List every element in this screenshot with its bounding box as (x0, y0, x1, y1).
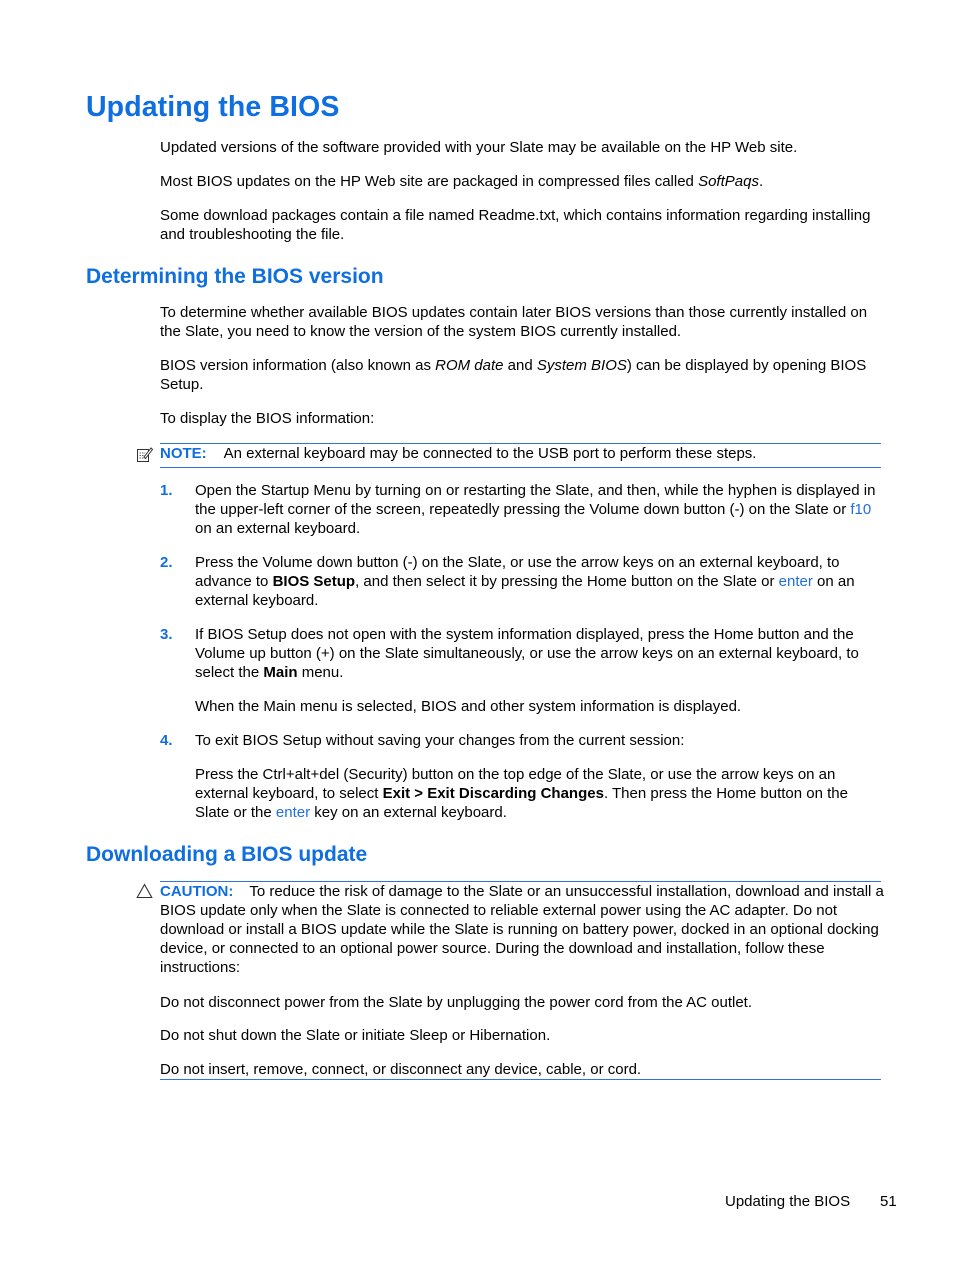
intro-paragraph-2 (160, 172, 885, 191)
section-heading-determining: Determining the BIOS version (86, 265, 384, 288)
intro-paragraph-3: Some download packages contain a file named Readme.txt, which contains information regarding installing and troubleshooting the file. (160, 207, 871, 243)
exit-discarding-term: Exit > Exit Discarding Changes (382, 785, 604, 802)
system-bios-term: System BIOS (536, 357, 627, 374)
intro-paragraph-2-text: Most BIOS updates on the HP Web site are packaged in compressed files called (160, 173, 699, 190)
caution-item-3: Do not insert, remove, connect, or disconnect any device, cable, or cord. (160, 1061, 642, 1078)
section1-paragraph-2 (160, 356, 885, 394)
step-1-text-b: on an external keyboard. (195, 520, 361, 537)
key-enter: enter (778, 573, 813, 590)
section1-paragraph-1: To determine whether available BIOS updates contain later BIOS versions than those currently installed on the Slate, you need to know the version of the system BIOS currently installed. (160, 304, 868, 340)
step-text-4: To exit BIOS Setup without saving your changes from the current session: (195, 732, 685, 749)
note-bottom-rule (160, 467, 881, 468)
key-f10: f10 (850, 501, 872, 518)
rom-date-term: ROM date (435, 357, 504, 374)
caution-text: To reduce the risk of damage to the Slate or an unsuccessful installation, download and install a BIOS update only when the Slate is connected to reliable external power using the AC adapter. Do not download or install a BIOS update while the Slate is running on battery power, docked in an optional docking device, or connected to an optional power source. During the download and installation, follow these instructions: (160, 883, 884, 976)
step-3-text-a: If BIOS Setup does not open with the system information displayed, press the Home button and the Volume up button (+) on the Slate simultaneously, or use the arrow keys on an external keyboard, to select the (195, 626, 859, 681)
main-menu-term: Main (263, 664, 298, 681)
step-number-3: 3. (160, 626, 173, 643)
caution-bottom-rule (160, 1079, 881, 1080)
intro-paragraph-2-end: . (758, 173, 764, 190)
caution-triangle-icon (136, 883, 153, 899)
step-3-followup: When the Main menu is selected, BIOS and other system information is displayed. (195, 698, 742, 715)
note-label: NOTE: (160, 445, 207, 462)
step-number-4: 4. (160, 732, 173, 749)
caution-paragraph (160, 882, 885, 977)
section-heading-downloading: Downloading a BIOS update (86, 843, 368, 866)
note-text: An external keyboard may be connected to the USB port to perform these steps. (223, 445, 757, 462)
step-2-text-c: on an external keyboard. (195, 573, 855, 609)
step-4-followup-b: . Then press the Home button on the Slate or the (195, 785, 848, 821)
caution-label: CAUTION: (160, 883, 234, 900)
step-number-1: 1. (160, 482, 173, 499)
section1-paragraph-2-c: ) can be displayed by opening BIOS Setup. (160, 357, 867, 393)
step-text-1 (195, 481, 885, 538)
note-line (160, 444, 885, 463)
step-1-text-a: Open the Startup Menu by turning on or restarting the Slate, and then, while the hyphen is displayed in the upper-left corner of the screen, repeatedly pressing the Volume down button (-) on the Slate or (195, 482, 876, 518)
note-pencil-icon (136, 446, 153, 463)
step-text-2 (195, 553, 885, 610)
step-4-followup-c: key on an external keyboard. (310, 804, 507, 821)
page-title: Updating the BIOS (86, 91, 340, 123)
page-number: 51 (880, 1193, 897, 1210)
step-4-followup (195, 765, 885, 822)
step-4-followup-a: Press the Ctrl+alt+del (Security) button on the top edge of the Slate, or use the arrow keys on an external keyboard, to select (195, 766, 836, 802)
section1-paragraph-2-a: BIOS version information (also known as (160, 357, 436, 374)
caution-item-1: Do not disconnect power from the Slate by unplugging the power cord from the AC outlet. (160, 994, 753, 1011)
softpaqs-term: SoftPaqs (698, 173, 759, 190)
key-enter-2: enter (275, 804, 311, 821)
bios-setup-term: BIOS Setup (272, 573, 356, 590)
intro-paragraph-1: Updated versions of the software provided with your Slate may be available on the HP Web site. (160, 139, 798, 156)
step-text-3 (195, 625, 885, 682)
section1-paragraph-3: To display the BIOS information: (160, 410, 375, 427)
step-number-2: 2. (160, 554, 173, 571)
footer-section-title: Updating the BIOS (725, 1193, 851, 1210)
step-2-text-a: Press the Volume down button (-) on the Slate, or use the arrow keys on an external keyboard, to advance to (195, 554, 840, 590)
section1-paragraph-2-b: and (503, 357, 537, 374)
step-3-text-b: menu. (297, 664, 344, 681)
caution-item-2: Do not shut down the Slate or initiate Sleep or Hibernation. (160, 1027, 551, 1044)
step-2-text-b: , and then select it by pressing the Home button on the Slate or (355, 573, 779, 590)
